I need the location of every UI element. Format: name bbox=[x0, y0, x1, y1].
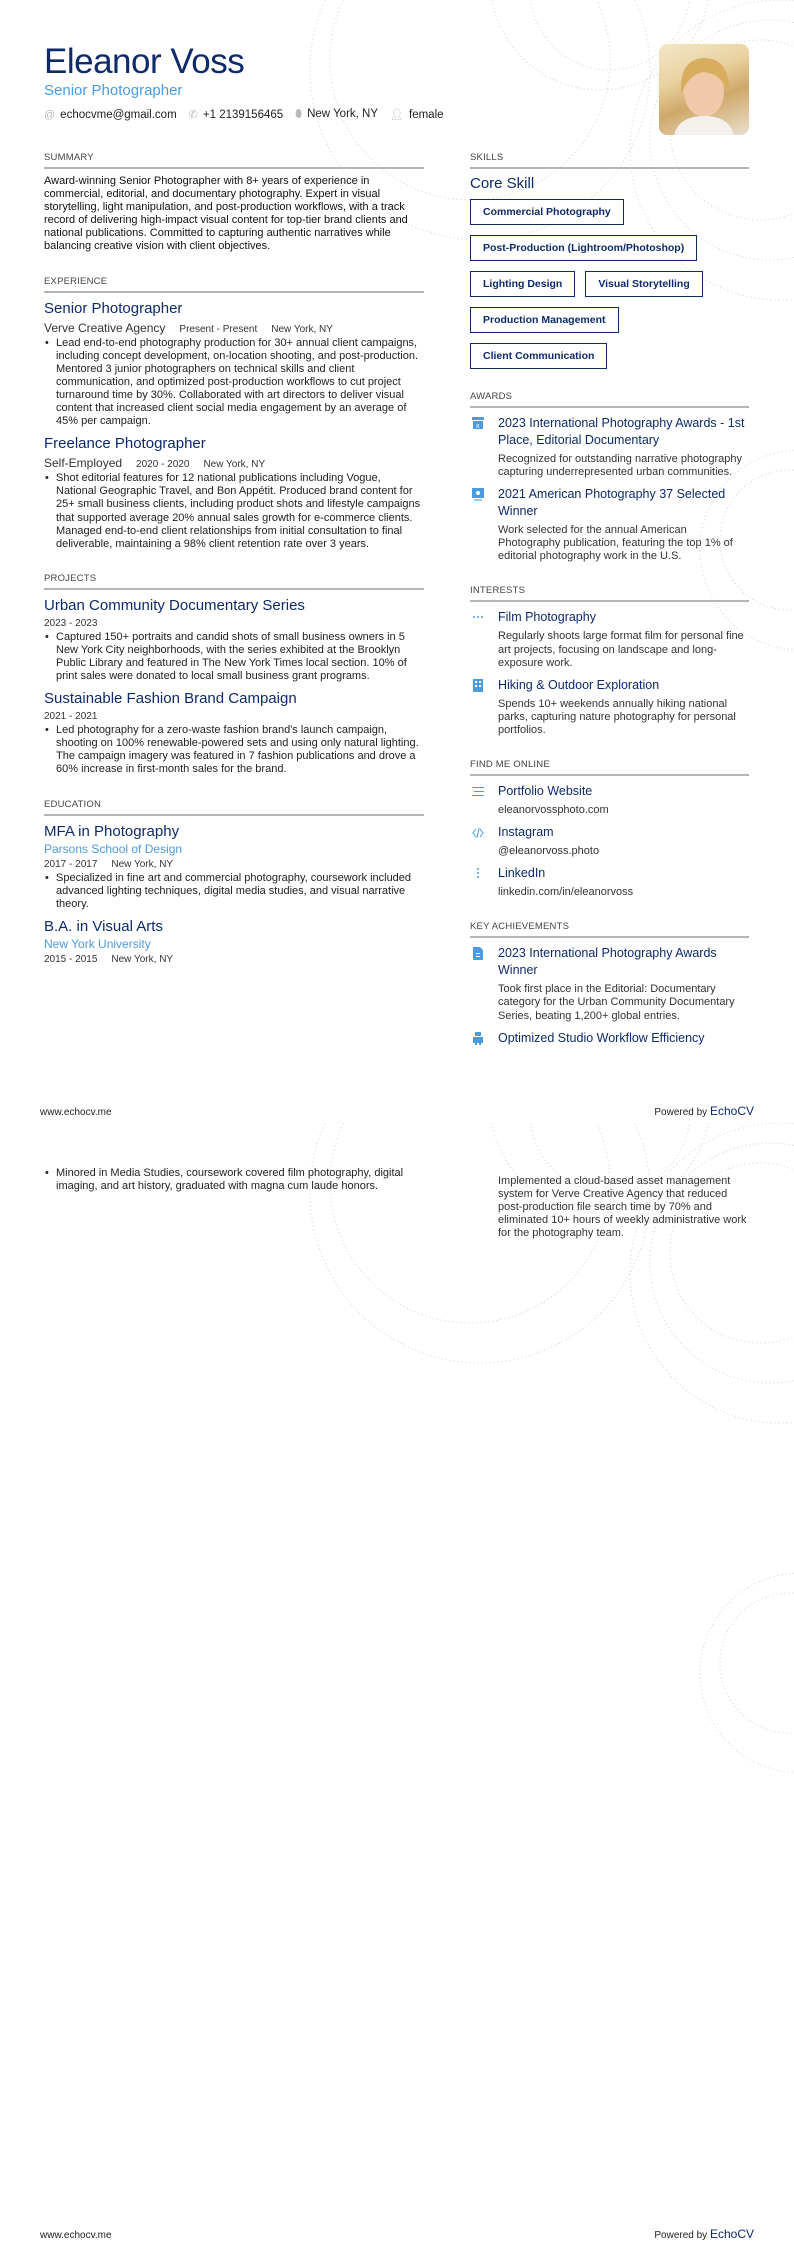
award-description: Work selected for the annual American Photography publication, featuring the top 1% of editorial photography work in the U.S. bbox=[498, 524, 733, 563]
online-title[interactable]: Instagram bbox=[498, 825, 554, 840]
bullet: • Minored in Media Studies, coursework covered film photography, digital imaging, and art history, graduated with magna cum laude honors. bbox=[44, 1167, 424, 1193]
project-title: Urban Community Documentary Series bbox=[44, 596, 305, 614]
resume-page-2 bbox=[0, 1123, 794, 2246]
page-footer bbox=[40, 2227, 754, 2241]
vertical-dots-icon bbox=[472, 867, 484, 880]
skill-tag: Commercial Photography bbox=[470, 199, 624, 225]
achievement-item bbox=[470, 945, 749, 1022]
project-item bbox=[44, 689, 424, 776]
online-item[interactable] bbox=[470, 824, 749, 858]
job-title: Freelance Photographer bbox=[44, 435, 206, 453]
document-icon bbox=[472, 947, 484, 960]
echocv-brand[interactable]: EchoCV bbox=[709, 2227, 754, 2241]
section-header-achievements: KEY ACHIEVEMENTS bbox=[470, 921, 749, 938]
candidate-name: Eleanor Voss bbox=[44, 42, 245, 81]
section-header-awards: AWARDS bbox=[470, 391, 749, 408]
candidate-title: Senior Photographer bbox=[44, 82, 183, 99]
achievement-title: Optimized Studio Workflow Efficiency bbox=[498, 1030, 705, 1045]
left-column bbox=[44, 152, 424, 967]
project-item bbox=[44, 596, 424, 683]
bullet: • Shot editorial features for 12 national publications including Vogue, National Geographic Travel, and Bon Appétit. Produced brand content for 25+ small business clients, including product shots and lifestyle campaigns that supported average 20% annual sales growth for e-commerce clients. Managed end-to-end client relationships from initial consultation to final deliverable, maintaining a 98% client retention rate over 3 years. bbox=[44, 472, 424, 551]
dates: Present - Present bbox=[179, 323, 258, 335]
powered-by: Powered by EchoCV bbox=[654, 1104, 754, 1118]
page-footer bbox=[40, 1104, 754, 1118]
skill-tag: Visual Storytelling bbox=[585, 271, 702, 297]
education-item bbox=[44, 822, 424, 911]
section-header-experience: EXPERIENCE bbox=[44, 276, 424, 293]
certificate-icon bbox=[472, 488, 484, 501]
online-title[interactable]: LinkedIn bbox=[498, 866, 546, 881]
section-header-projects: PROJECTS bbox=[44, 573, 424, 590]
achievement-description: Implemented a cloud-based asset management system for Verve Creative Agency that reduced post-production file search time by 70% and eliminated 10+ hours of weekly administrative work for the photography team. bbox=[498, 1175, 747, 1240]
online-link[interactable]: @eleanorvoss.photo bbox=[498, 845, 600, 858]
online-item[interactable] bbox=[470, 783, 749, 817]
code-icon bbox=[472, 826, 484, 839]
company: Verve Creative Agency bbox=[44, 320, 166, 335]
echocv-brand[interactable]: EchoCV bbox=[709, 1104, 754, 1118]
section-header-summary: SUMMARY bbox=[44, 152, 424, 169]
right-column bbox=[470, 152, 749, 1047]
building-icon bbox=[472, 679, 484, 692]
bullet: • Captured 150+ portraits and candid shots of small business owners in 5 New York City neighborhoods, with the series exhibited at the Brooklyn Public Library and featured in The New York Times local section. 10% of print sales were donated to local small business grant programs. bbox=[44, 631, 424, 683]
interest-description: Regularly shoots large format film for personal fine art projects, focusing on landscape and long-exposure work. bbox=[498, 630, 744, 669]
section-header-online: FIND ME ONLINE bbox=[470, 759, 749, 776]
contact-gender: 👤︎ female bbox=[390, 109, 444, 121]
dates: 2020 - 2020 bbox=[136, 459, 190, 471]
person-icon: 👤︎ bbox=[390, 109, 404, 121]
project-title: Sustainable Fashion Brand Campaign bbox=[44, 690, 297, 708]
portrait-image bbox=[659, 44, 749, 135]
award-item bbox=[470, 486, 749, 563]
award-title: 2023 International Photography Awards - 1st Place, Editorial Documentary bbox=[498, 416, 745, 447]
degree: B.A. in Visual Arts bbox=[44, 917, 163, 935]
right-column-continued bbox=[470, 1167, 749, 1240]
interest-item bbox=[470, 677, 749, 737]
location-pin-icon: ⬮ bbox=[295, 108, 303, 120]
footer-site[interactable]: www.echocv.me bbox=[40, 2230, 112, 2241]
trophy-icon bbox=[472, 417, 484, 430]
dates: 2021 - 2021 bbox=[44, 711, 98, 723]
location: New York, NY bbox=[203, 459, 266, 471]
contact-location: ⬮ New York, NY bbox=[295, 108, 379, 120]
company: Self-Employed bbox=[44, 456, 123, 471]
achievement-description: Took first place in the Editorial: Documentary category for the Urban Community Documentary Series, beating 1,200+ global entries. bbox=[498, 983, 735, 1022]
online-title[interactable]: Portfolio Website bbox=[498, 784, 593, 799]
phone-icon: ✆ bbox=[188, 109, 198, 121]
achievement-title: 2023 International Photography Awards Winner bbox=[498, 946, 717, 978]
summary-text: Award-winning Senior Photographer with 8+ years of experience in commercial, editorial, and documentary photography. Expert in visual storytelling, light manipulation, and post-production workflows, with a track record of delivering high-impact visual content for top-tier brand clients and national publications. Committed to capturing authentic narratives while balancing creative vision with client objectives. bbox=[44, 175, 408, 253]
interest-item bbox=[470, 609, 749, 669]
skill-tags bbox=[470, 199, 749, 369]
bullet: • Led photography for a zero-waste fashion brand's launch campaign, shooting on 100% renewable-powered sets and using only natural lighting. The campaign imagery was featured in 7 fashion publications and drove a 60% increase in first-month sales for the brand. bbox=[44, 724, 424, 776]
section-header-skills: SKILLS bbox=[470, 152, 749, 169]
award-item bbox=[470, 415, 749, 479]
experience-item bbox=[44, 434, 424, 551]
dates: 2023 - 2023 bbox=[44, 617, 98, 629]
interest-title: Hiking & Outdoor Exploration bbox=[498, 677, 660, 692]
dots-icon bbox=[472, 611, 484, 624]
robot-icon bbox=[472, 1032, 484, 1045]
background-pattern bbox=[0, 1123, 794, 2246]
online-link[interactable]: eleanorvossphoto.com bbox=[498, 804, 609, 817]
dates: 2017 - 2017 bbox=[44, 858, 98, 870]
interest-title: Film Photography bbox=[498, 610, 596, 625]
bullet: • Specialized in fine art and commercial photography, coursework included advanced lighting techniques, digital media studies, and visual narrative theory. bbox=[44, 872, 424, 911]
location: New York, NY bbox=[271, 323, 333, 335]
location: New York, NY bbox=[111, 953, 174, 965]
achievement-item bbox=[470, 1030, 749, 1047]
skill-tag: Lighting Design bbox=[470, 271, 575, 297]
award-description: Recognized for outstanding narrative photography capturing underrepresented urban communities. bbox=[498, 453, 742, 479]
section-header-interests: INTERESTS bbox=[470, 585, 749, 602]
svg-text:x: x bbox=[476, 423, 480, 430]
powered-by: Powered by EchoCV bbox=[654, 2227, 754, 2241]
skill-tag: Post-Production (Lightroom/Photoshop) bbox=[470, 235, 697, 261]
interest-description: Spends 10+ weekends annually hiking national parks, capturing nature photography for personal portfolios. bbox=[498, 697, 736, 736]
school: Parsons School of Design bbox=[44, 841, 183, 856]
lines-icon bbox=[472, 785, 484, 798]
online-item[interactable] bbox=[470, 865, 749, 899]
award-title: 2021 American Photography 37 Selected Winner bbox=[498, 487, 726, 519]
at-icon: @ bbox=[44, 108, 56, 121]
location: New York, NY bbox=[111, 858, 174, 870]
school: New York University bbox=[44, 936, 151, 951]
job-title: Senior Photographer bbox=[44, 299, 183, 317]
online-link[interactable]: linkedin.com/in/eleanorvoss bbox=[498, 886, 634, 899]
footer-site[interactable]: www.echocv.me bbox=[40, 1107, 112, 1118]
section-header-education: EDUCATION bbox=[44, 799, 424, 816]
contact-info bbox=[44, 108, 444, 121]
dates: 2015 - 2015 bbox=[44, 953, 98, 965]
contact-phone[interactable]: ✆ +1 2139156465 bbox=[188, 109, 284, 121]
education-item bbox=[44, 917, 424, 965]
contact-email[interactable]: @ echocvme@gmail.com bbox=[44, 108, 177, 121]
degree: MFA in Photography bbox=[44, 822, 180, 840]
experience-item bbox=[44, 299, 424, 429]
bullet: • Lead end-to-end photography production for 30+ annual client campaigns, including concept development, on-location shooting, and post-production. Mentored 3 junior photographers on technical skills and client communication, and optimized post-production workflows to cut project turnaround time by 30%. Collaborated with art directors to deliver visual content that increased client social media engagement by an average of 45% per campaign. bbox=[44, 337, 424, 429]
profile-photo bbox=[659, 44, 749, 135]
skill-group-title: Core Skill bbox=[470, 175, 535, 192]
skill-tag: Production Management bbox=[470, 307, 619, 333]
left-column-continued bbox=[44, 1167, 424, 1193]
skill-tag: Client Communication bbox=[470, 343, 607, 369]
